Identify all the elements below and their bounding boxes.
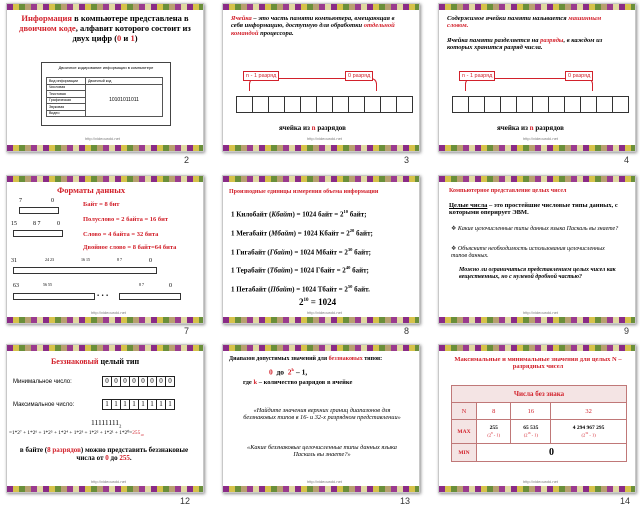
decor-band <box>7 4 203 10</box>
encoding-table <box>41 62 171 126</box>
label-bit: 8 7 <box>33 221 41 227</box>
label-bit: 7 <box>19 198 22 204</box>
unit-line: 1 Килобайт (Кбайт) = 1024 байт = $2^{10}$ байт; <box>231 209 367 219</box>
conclusion: в байте (8 разрядов) можно представить беззнаковые числа от 0 до 255. <box>19 446 189 463</box>
slide-thumbnail-3[interactable] <box>222 3 420 152</box>
units-list <box>231 209 415 303</box>
source-url: http://videouroki.net <box>85 136 120 141</box>
decor-band <box>7 176 203 182</box>
bit-cell: 0 <box>129 376 139 387</box>
slide-number: 9 <box>624 326 630 336</box>
label-bit: 0 <box>149 258 152 264</box>
table-cell: Числовая <box>47 84 86 91</box>
bit-cell: 0 <box>147 376 157 387</box>
source-url: http://videouroki.net <box>523 310 558 315</box>
task-1: «Найдите значения верхних границ диапазонов для беззнаковых типов в 16- и 32-х разрядном представлении» <box>243 407 401 422</box>
slide-text: Ячейка – это часть памяти компьютера, вмещающая в себя информацию, доступную для обработки отдельной командой процессора. <box>231 15 395 37</box>
unit-line: 1 Мегабайт (Мбайт) = 1024 Кбайт = $2^{20}$ байт; <box>231 227 373 238</box>
table-title: Двоичное кодирование информации в компьютере <box>58 65 154 70</box>
decor-band <box>223 145 419 151</box>
slide-number: 12 <box>180 496 191 506</box>
task-2: «Какие беззнаковые целочисленные типы данных языка Паскаль вы знаете?» <box>247 444 397 459</box>
decor-band <box>439 345 635 351</box>
bit-cell: 1 <box>138 399 148 410</box>
label-bit: 8 7 <box>139 282 144 287</box>
label-bit: 56 55 <box>43 282 52 287</box>
binary-sample: 10101011011 <box>86 84 163 117</box>
slide-title: Максимальные и минимальные значения для целых N – разрядных чисел <box>454 356 622 371</box>
slide-thumbnail-8[interactable] <box>222 175 420 324</box>
halfword-bar <box>13 230 63 237</box>
bit-cell: 0 <box>111 376 121 387</box>
source-url: http://videouroki.net <box>307 310 342 315</box>
question-text: Можно ли ограничиться представлением целых чисел как вещественных, но с нулевой дробной частью? <box>459 267 616 281</box>
slide-text: Ячейка памяти разделяется на разряды, в каждом из которых хранится разряд числа. <box>447 37 603 52</box>
slide-number: 14 <box>620 496 631 506</box>
bit-cell: 0 <box>138 376 148 387</box>
row-min: MIN <box>452 444 477 462</box>
table-cell: Видео <box>47 110 86 117</box>
slide-number: 8 <box>404 326 410 336</box>
slide-heading: Диапазон допустимых значений для беззнаковых типов: <box>229 356 383 362</box>
slide-thumbnail-9[interactable] <box>438 175 636 324</box>
word-bar <box>13 267 157 274</box>
decor-band <box>7 317 203 323</box>
min-label: Минимальное число: <box>13 379 72 385</box>
row-max: MAX <box>452 420 477 444</box>
slide-thumbnail-2[interactable] <box>6 3 204 152</box>
decor-band <box>7 145 203 151</box>
lsb-tag: 0 разряд <box>345 71 373 81</box>
source-url: http://videouroki.net <box>523 136 558 141</box>
decor-band <box>223 345 419 351</box>
decor-band <box>223 4 419 10</box>
lsb-tag: 0 разряд <box>565 71 593 81</box>
col-n: N <box>452 403 477 420</box>
table-head: Числа без знака <box>452 386 627 403</box>
source-url: http://videouroki.net <box>307 479 342 484</box>
byte-bar <box>19 207 59 214</box>
bit-cell: 1 <box>156 399 166 410</box>
slide-number: 2 <box>184 155 190 165</box>
label-bit: 16 15 <box>81 257 90 262</box>
cell-caption: ячейка из n разрядов <box>279 124 346 132</box>
max-value: 255 $(2^8 - 1)$ <box>477 420 511 444</box>
slide-title: Информация в компьютере представлена в двоичном коде, алфавит которого состоит из двух цифр (0 и 1) <box>19 13 191 43</box>
decor-band <box>439 4 635 10</box>
col-8: 8 <box>477 403 511 420</box>
table-cell: Графическая <box>47 97 86 104</box>
source-url: http://videouroki.net <box>307 136 342 141</box>
msb-tag: n - 1 разряд <box>459 71 495 81</box>
decor-band <box>439 145 635 151</box>
range-table <box>451 385 627 462</box>
slide-thumbnail-14[interactable] <box>438 344 636 493</box>
table-cell: Звуковая <box>47 104 86 111</box>
expansion: $=1*2^7 + 1*2^6 + 1*2^5 + 1*2^4 + 1*2^3 + 1*2^2 + 1*2^1 + 1*2^0=255_{10}$ <box>9 430 144 438</box>
bit-cell: 0 <box>165 376 175 387</box>
slide-thumbnail-12[interactable] <box>6 344 204 493</box>
table-header: Двоичный код <box>86 78 163 85</box>
dword-bar-right <box>119 293 181 300</box>
slide-text: Целые числа – это простейшие числовые типы данных, с которыми оперирует ЭВМ. <box>449 202 618 217</box>
decor-band <box>439 176 635 182</box>
max-label: Максимальное число: <box>13 402 75 408</box>
bullet-icon: ❖ <box>451 226 457 232</box>
bullet-icon: ❖ <box>451 246 457 252</box>
decor-band <box>439 486 635 492</box>
bullet-item: ❖ Какие целочисленные типы данных языка Паскаль вы знаете? <box>451 226 619 232</box>
range-formula: 0 до 2$^k$ – 1, <box>269 367 308 377</box>
label-bit: 0 <box>51 198 54 204</box>
slide-title: Беззнаковый целый тип <box>51 357 140 366</box>
where-text: где k – количество разрядов в ячейке <box>243 379 353 386</box>
format-line: Слово = 4 байта = 32 бита <box>83 231 159 238</box>
decor-band <box>7 486 203 492</box>
label-bit: 15 <box>11 221 17 227</box>
decor-band <box>439 317 635 323</box>
slide-text: Содержимое ячейки памяти называется машинным словом. <box>447 15 602 30</box>
max-value: 65 535 $(2^{16} - 1)$ <box>511 420 551 444</box>
bit-cell: 1 <box>102 399 112 410</box>
slide-number: 3 <box>404 155 410 165</box>
label-bit: 0 <box>169 283 172 289</box>
slide-title: Компьютерное представление целых чисел <box>449 188 567 194</box>
slide-number: 7 <box>184 326 190 336</box>
slide-number: 4 <box>624 155 630 165</box>
bit-cell: 1 <box>129 399 139 410</box>
dword-bar-left <box>13 293 95 300</box>
unit-line: 1 Терабайт (Тбайт) = 1024 Гбайт = $2^{40}$ байт; <box>231 265 369 275</box>
bit-cell: 1 <box>120 399 130 410</box>
bit-cell: 0 <box>120 376 130 387</box>
format-line: Двойное слово = 8 байт=64 бита <box>83 244 177 251</box>
ellipsis: . . . <box>97 288 109 298</box>
max-value: 4 294 967 295 $(2^{32} - 1)$ <box>551 420 627 444</box>
label-bit: 31 <box>11 258 17 264</box>
cell-caption: ячейка из n разрядов <box>497 124 564 132</box>
slide-title: Производные единицы измерения объема информации <box>229 189 379 195</box>
unit-line: 1 Гигабайт (Гбайт) = 1024 Мбайт = $2^{30}$ байт; <box>231 246 371 256</box>
slide-number: 13 <box>400 496 411 506</box>
col-32: 32 <box>551 403 627 420</box>
label-bit: 8 7 <box>117 257 122 262</box>
table-header: Вид информации <box>47 78 86 85</box>
bit-cell: 1 <box>111 399 121 410</box>
decor-band <box>223 317 419 323</box>
format-line: Байт = 8 бит <box>83 201 120 208</box>
decor-band <box>7 345 203 351</box>
source-url: http://videouroki.net <box>91 310 126 315</box>
label-bit: 63 <box>13 283 19 289</box>
binary-number: $11111111_2$ <box>91 418 122 429</box>
memory-cell <box>453 96 629 113</box>
format-line: Полуслово = 2 байта = 16 бит <box>83 216 169 223</box>
decor-band <box>223 486 419 492</box>
bit-cell: 0 <box>156 376 166 387</box>
unit-line: 1 Петабайт (Пбайт) = 1024 Тбайт = $2^{50}$ байт. <box>231 284 370 294</box>
max-bits <box>103 399 175 410</box>
table-cell: Текстовая <box>47 91 86 98</box>
col-16: 16 <box>511 403 551 420</box>
footer-formula: $2^{10} = 1024$ <box>299 297 337 307</box>
table <box>46 77 163 117</box>
source-url: http://videouroki.net <box>523 479 558 484</box>
msb-tag: n - 1 разряд <box>243 71 279 81</box>
bit-cell: 1 <box>147 399 157 410</box>
bit-cell: 0 <box>102 376 112 387</box>
slide-thumbnail-7[interactable] <box>6 175 204 324</box>
slide-thumbnail-13[interactable] <box>222 344 420 493</box>
bullet-item: ❖ Объясните необходимость использования целочисленных типов данных. <box>451 246 605 260</box>
decor-band <box>223 176 419 182</box>
source-url: http://videouroki.net <box>91 479 126 484</box>
min-bits <box>103 376 175 387</box>
label-bit: 0 <box>57 221 60 227</box>
bit-cell: 1 <box>165 399 175 410</box>
slide-title: Форматы данных <box>57 185 126 195</box>
min-value: 0 <box>477 444 627 462</box>
memory-cell <box>237 96 413 113</box>
label-bit: 24 23 <box>45 257 54 262</box>
slide-thumbnail-4[interactable] <box>438 3 636 152</box>
